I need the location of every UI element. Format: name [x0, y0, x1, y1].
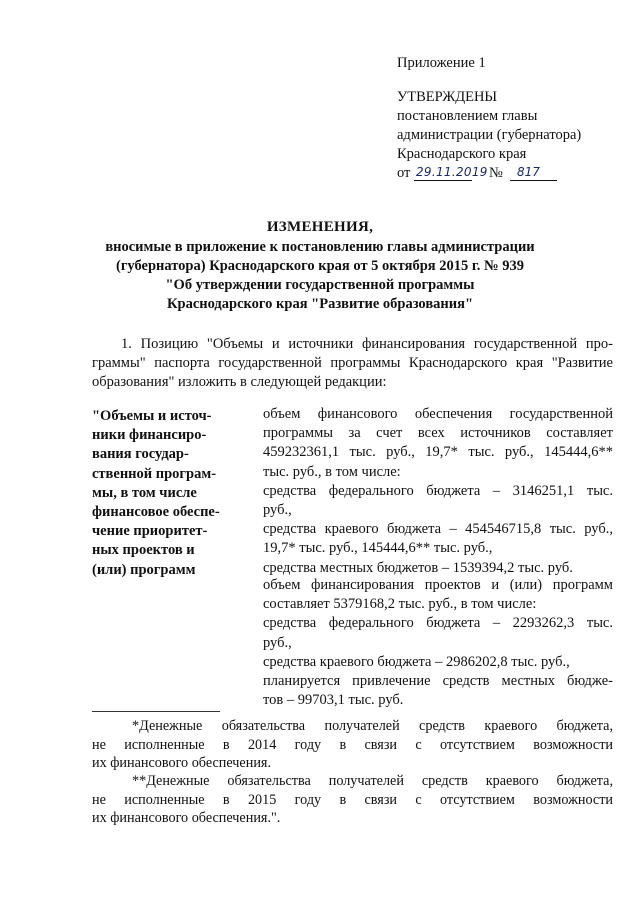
appendix-label: Приложение 1 — [397, 55, 486, 71]
handwritten-number: 817 — [517, 165, 540, 179]
intro-line: 1. Позицию "Объемы и источники финансирования государственной про- — [121, 336, 613, 352]
footnote-line: *Денежные обязательства получателей средств краевого бюджета, — [132, 718, 613, 734]
financing-line: составляет 5379168,2 тыс. руб., в том числе: — [263, 596, 537, 613]
financing-line: средства федерального бюджета – 3146251,1 тыс. — [263, 482, 613, 499]
financing-line: 459232361,1 тыс. руб., 19,7* тыс. руб., 145444,6** — [263, 444, 613, 461]
footnote-line: их финансового обеспечения. — [92, 755, 271, 772]
financing-line: руб., — [263, 502, 292, 519]
footnote-line: не исполненные в 2014 году в связи с отсутствием возможности — [92, 736, 613, 753]
document-title: ИЗМЕНЕНИЯ, — [266, 219, 374, 235]
approval-line: постановлением главы — [397, 108, 538, 124]
label-line: вания государ- — [92, 446, 189, 463]
title-line: (губернатора) Краснодарского края от 5 октября 2015 г. № 939 — [115, 258, 524, 274]
financing-line: тов – 99703,1 тыс. руб. — [263, 692, 404, 709]
financing-line: тыс. руб., в том числе: — [263, 463, 401, 480]
footnote-1 — [92, 717, 613, 773]
financing-line: планируется привлечение средств местных бюдже- — [263, 673, 613, 690]
approval-line: администрации (губернатора) — [397, 127, 582, 143]
label-line: ных проектов и — [92, 542, 195, 559]
label-line: чение приоритет- — [92, 523, 208, 540]
position-label — [92, 407, 242, 580]
title-line: Краснодарского края "Развитие образования" — [166, 296, 474, 312]
label-line: ники финансиро- — [92, 427, 207, 444]
footnote-line: **Денежные обязательства получателей средств краевого бюджета, — [132, 773, 613, 789]
footnote-line: их финансового обеспечения.". — [92, 810, 281, 827]
approved-label: УТВЕРЖДЕНЫ — [397, 89, 498, 105]
footnote-divider — [92, 711, 220, 712]
financing-line: руб., — [263, 634, 292, 651]
footnote-line: не исполненные в 2015 году в связи с отсутствием возможности — [92, 791, 613, 808]
intro-line: образования" изложить в следующей редакции: — [92, 374, 387, 390]
financing-line: объем финансового обеспечения государственной — [263, 406, 613, 422]
handwritten-date: 29.11.2019 — [416, 165, 488, 179]
financing-line: 19,7* тыс. руб., 145444,6** тыс. руб., — [263, 540, 493, 557]
label-line: ственной програм- — [92, 465, 217, 482]
signature-row — [397, 164, 617, 183]
label-line: финансовое обеспе- — [92, 504, 220, 521]
financing-line: средства краевого бюджета – 2986202,8 тыс. руб., — [263, 653, 570, 670]
from-label: от — [397, 165, 411, 181]
financing-line: объем финансирования проектов и (или) программ — [263, 577, 613, 593]
number-label: № — [489, 165, 503, 181]
financing-line: средства федерального бюджета – 2293262,3 тыс. — [263, 615, 613, 632]
label-line: мы, в том числе — [92, 484, 197, 501]
intro-line: граммы" паспорта государственной программы Краснодарского края "Развитие — [92, 355, 613, 371]
footnote-2 — [92, 772, 613, 828]
approval-line: Краснодарского края — [397, 146, 527, 162]
intro-paragraph — [92, 335, 613, 392]
label-line: "Объемы и источ- — [92, 408, 212, 424]
financing-block-total — [263, 405, 613, 578]
title-line: вносимые в приложение к постановлению главы администрации — [105, 239, 535, 255]
financing-line: средства краевого бюджета – 454546715,8 тыс. руб., — [263, 521, 613, 538]
financing-line: средства местных бюджетов – 1539394,2 тыс. руб. — [263, 559, 573, 576]
approval-block — [397, 54, 617, 183]
financing-line: программы за счет всех источников составляет — [263, 425, 613, 442]
label-line: (или) программ — [92, 561, 196, 578]
financing-block-projects — [263, 576, 613, 710]
title-line: "Об утверждении государственной программы — [165, 277, 475, 293]
